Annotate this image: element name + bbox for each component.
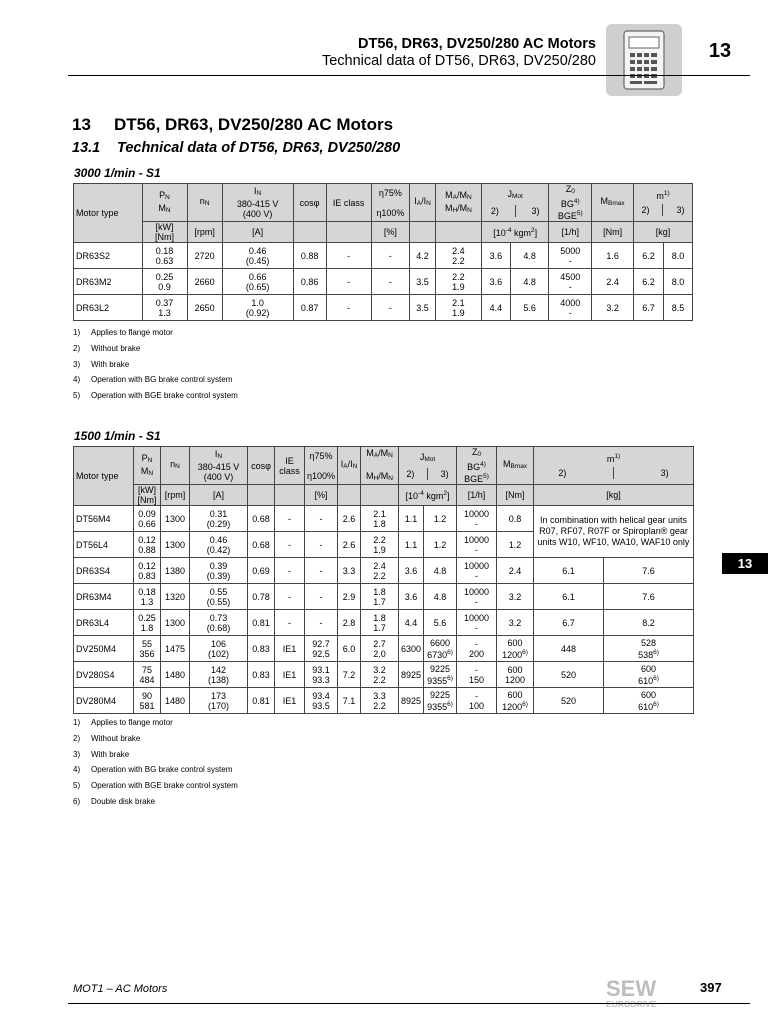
- page-number: 397: [700, 980, 722, 995]
- footnote: 6) Double disk brake: [73, 796, 156, 806]
- table-3000rpm: [73, 183, 693, 321]
- chapter-heading-text: DT56, DR63, DV250/280 AC Motors: [114, 115, 394, 134]
- col-z0: Z0 BG$^{4)}$ BGE$^{5)}$: [457, 447, 497, 485]
- table2-footnotes: [73, 718, 238, 813]
- svg-text:SEW: SEW: [606, 976, 657, 1001]
- col-mass: $m^{1)}$ 2) 3): [633, 184, 692, 222]
- col-motor-type: Motor type: [74, 184, 143, 243]
- chapter-heading-number: 13: [72, 115, 91, 134]
- col-efficiency: η75% η100%: [371, 184, 410, 222]
- col-ma-mh: MA/MN MH/MN: [361, 447, 399, 485]
- header-rule: [68, 75, 750, 76]
- col-motor-type: Motor type: [74, 447, 134, 506]
- footnote: 1) Applies to flange motor: [73, 718, 173, 727]
- col-cos: cosφ: [293, 184, 326, 222]
- col-jmot: JMot 2) 3): [399, 447, 457, 485]
- footnote: 4) Operation with BG brake control system: [73, 765, 233, 775]
- table-row: DR63M2 0.25 0.9 2660 0.66 (0.65) 0.86 - - 3.5 2.2 1.9 3.6 4.8 4500 - 2.4 6.2 8.0: [74, 269, 693, 295]
- col-in: IN 380-415 V (400 V): [190, 447, 248, 485]
- section-heading-text: Technical data of DT56, DR63, DV250/280: [117, 140, 401, 156]
- chapter-heading: [72, 115, 393, 135]
- table-row: DR63L4 0.25 1.8 1300 0.73 (0.68) 0.81 - - 2.8 1.8 1.7 4.4 5.6 10000 - 3.2 6.7 8.2: [74, 610, 694, 636]
- footnote: 5) Operation with BGE brake control system: [73, 781, 238, 791]
- table1-footnotes: [73, 328, 238, 407]
- footnote: 4) Operation with BG brake control system: [73, 375, 233, 385]
- header-title: DT56, DR63, DV250/280 AC Motors: [358, 36, 596, 52]
- footnote: 3) With brake: [73, 359, 130, 369]
- section-heading-number: 13.1: [72, 140, 101, 156]
- table-row: DT56L4 0.12 0.88 1300 0.46 (0.42) 0.68 - - 2.6 2.2 1.9 1.1 1.2 10000 - 1.2: [74, 532, 694, 558]
- table-row: DV280S4 75 484 1480 142 (138) 0.83 IE1 93.1 93.3 7.2 3.2 2.2 8925 9225 9355$^{6)}$ - 150 600 1200 520 600 610$^{6)}$: [74, 662, 694, 688]
- table-header-row: [74, 447, 694, 485]
- col-ma-mh: MA/MN MH/MN: [435, 184, 481, 222]
- table-row: DR63M4 0.18 1.3 1320 0.55 (0.55) 0.78 - - 2.9 1.8 1.7 3.6 4.8 10000 - 3.2 6.1 7.6: [74, 584, 694, 610]
- footnote: 3) With brake: [73, 749, 130, 759]
- col-pn-mn: PN MN: [134, 447, 161, 485]
- svg-text:EURODRIVE: EURODRIVE: [606, 999, 657, 1009]
- col-nn: nN: [187, 184, 222, 222]
- table-1500rpm: [73, 446, 694, 714]
- table-row: DR63S2 0.18 0.63 2720 0.46 (0.45) 0.88 - - 4.2 2.4 2.2 3.6 4.8 5000 - 1.6 6.2 8.0: [74, 243, 693, 269]
- combination-note: In combination with helical gear units R07, RF07, R07F or Spiroplan® gear units W10, WF10, WA10, WAF10 only: [534, 506, 694, 558]
- col-ie-class: IE class: [275, 447, 305, 485]
- col-efficiency: η75% η100%: [305, 447, 338, 485]
- table-row: DR63L2 0.37 1.3 2650 1.0 (0.92) 0.87 - - 3.5 2.1 1.9 4.4 5.6 4000 - 3.2 6.7 8.5: [74, 295, 693, 321]
- chapter-number: 13: [708, 40, 732, 62]
- table-header-row: [74, 184, 693, 222]
- col-ie-class: IE class: [326, 184, 371, 222]
- col-nn: nN: [161, 447, 190, 485]
- sew-eurodrive-logo: [604, 976, 686, 1015]
- section-heading: [72, 140, 400, 156]
- table1-title: 3000 1/min - S1: [74, 166, 161, 180]
- header-subtitle: Technical data of DT56, DR63, DV250/280: [321, 53, 596, 69]
- col-ia-in: IA/IN: [338, 447, 361, 485]
- footnote: 2) Without brake: [73, 343, 141, 353]
- table-units-row: [kW] [Nm] [rpm] [A] [%] [$10^{-4}$ kgm$^2$] [1/h] [Nm] [kg]: [74, 222, 693, 243]
- footer-text: MOT1 – AC Motors: [73, 983, 168, 995]
- table2-title: 1500 1/min - S1: [74, 429, 161, 443]
- table-row: DV280M4 90 581 1480 173 (170) 0.81 IE1 93.4 93.5 7.1 3.3 2.2 8925 9225 9355$^{6)}$ - 100 600 1200$^{6)}$ 520 600 610$^{6)}$: [74, 688, 694, 714]
- col-z0: Z0 BG$^{4)}$ BGE$^{5)}$: [549, 184, 592, 222]
- col-ia-in: IA/IN: [410, 184, 436, 222]
- col-cos: cosφ: [248, 447, 275, 485]
- col-jmot: JMot 2) 3): [481, 184, 548, 222]
- footer-rule: [68, 1003, 750, 1004]
- col-mbmax: MBmax: [497, 447, 534, 485]
- footnote: 5) Operation with BGE brake control system: [73, 391, 238, 401]
- col-mbmax: MBmax: [592, 184, 634, 222]
- col-in: IN 380-415 V (400 V): [222, 184, 293, 222]
- footnote: 1) Applies to flange motor: [73, 328, 173, 337]
- calculator-icon: [606, 24, 682, 96]
- table-row: DR63S4 0.12 0.83 1380 0.39 (0.39) 0.69 - - 3.3 2.4 2.2 3.6 4.8 10000 - 2.4 6.1 7.6: [74, 558, 694, 584]
- table-row: DT56M4 0.09 0.66 1300 0.31 (0.29) 0.68 - - 2.6 2.1 1.8 1.1 1.2 10000 - 0.8 In combination with helical gear units R07, RF07, R07F or Spiroplan® gear units W10, WF10, WA10, WAF10 only: [74, 506, 694, 532]
- col-pn-mn: PN MN: [142, 184, 187, 222]
- footnote: 2) Without brake: [73, 733, 141, 743]
- chapter-tab: 13: [722, 553, 768, 574]
- table-units-row: [kW] [Nm] [rpm] [A] [%] [$10^{-4}$ kgm$^2$] [1/h] [Nm] [kg]: [74, 485, 694, 506]
- table-row: DV250M4 55 356 1475 106 (102) 0.83 IE1 92.7 92.5 6.0 2.7 2.0 6300 6600 6730$^{6)}$ - 200 600 1200$^{6)}$ 448 528 538$^{6)}$: [74, 636, 694, 662]
- col-mass: $m^{1)}$ 2) 3): [534, 447, 694, 485]
